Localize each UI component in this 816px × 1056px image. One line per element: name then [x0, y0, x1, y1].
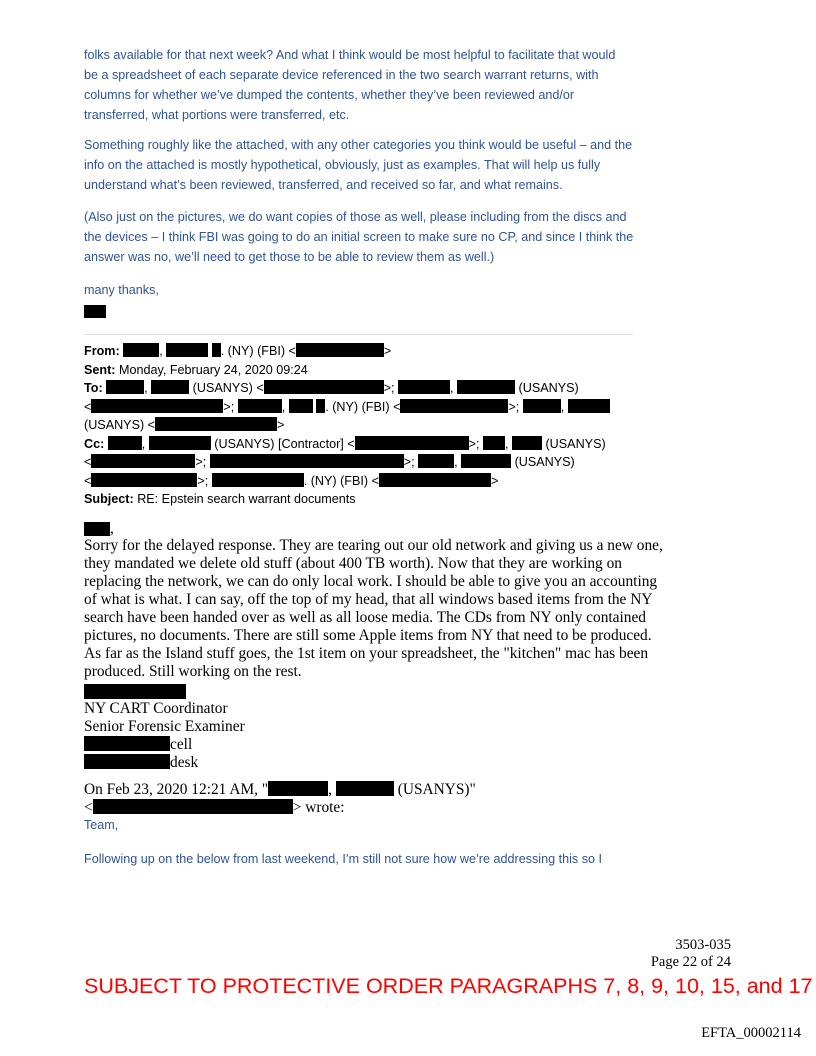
text-line: produced. Still working on the rest.	[84, 663, 302, 680]
quoted-intro	[84, 781, 724, 817]
quoted-header-line: < > wrote:	[84, 799, 345, 816]
text-line: understand what’s been reviewed, transferred, and received so far, and what remains.	[84, 178, 563, 192]
redaction-block	[238, 399, 282, 413]
quoted-header-line: On Feb 23, 2020 12:21 AM, " , (USANYS)"	[84, 781, 476, 798]
protective-order-notice: SUBJECT TO PROTECTIVE ORDER PARAGRAPHS 7, 8, 9, 10, 15, and 17	[84, 974, 813, 998]
redaction-block	[457, 380, 515, 394]
text-line: columns for whether we’ve dumped the contents, whether they’ve been reviewed and/or	[84, 88, 575, 102]
quoted-greeting: Team,	[84, 818, 119, 832]
redaction-block	[418, 454, 454, 468]
cc-label: Cc:	[84, 436, 105, 451]
redaction-block	[523, 399, 561, 413]
redaction-block	[155, 417, 277, 431]
redaction-block	[84, 754, 170, 769]
redaction-block	[398, 380, 450, 394]
redaction-block	[151, 380, 189, 394]
cc-line-cont: < >; . (NY) (FBI) < >	[84, 473, 499, 488]
redaction-block	[296, 343, 384, 357]
intro-paragraph-1	[84, 45, 684, 125]
redaction-block	[512, 436, 542, 450]
signature	[84, 700, 245, 772]
quoted-wrote: > wrote:	[292, 799, 345, 816]
text-line: answer was no, we’ll need to get those to be able to review them as well.)	[84, 250, 495, 264]
subject-line	[84, 490, 644, 509]
redaction-block	[149, 436, 211, 450]
subject-value: RE: Epstein search warrant documents	[137, 492, 356, 506]
from-text: . (NY) (FBI) <	[220, 344, 296, 358]
page-number: Page 22 of 24	[650, 954, 731, 970]
redaction-block	[91, 454, 195, 468]
redaction-block	[91, 473, 197, 487]
redaction-block	[93, 799, 293, 814]
redaction-block	[355, 436, 469, 450]
phone-label: cell	[170, 736, 193, 753]
sent-date: Monday, February 24, 2020 09:24	[118, 362, 308, 377]
divider	[84, 334, 633, 335]
text-line: they mandated we delete old stuff (about 400 TB worth). Now that they are working on	[84, 555, 622, 572]
email-header	[84, 342, 644, 509]
sent-line	[84, 361, 644, 380]
redaction-block	[123, 343, 159, 357]
redaction-block	[210, 454, 404, 468]
redaction-block	[108, 436, 142, 450]
redaction-block	[316, 399, 325, 413]
redaction-block	[268, 781, 328, 796]
intro-paragraph-3	[84, 207, 684, 267]
redaction-block	[336, 781, 394, 796]
text-line: the devices – I think FBI was going to do an initial screen to make sure no CP, and since I think the	[84, 230, 634, 244]
redaction-block	[84, 522, 110, 536]
text-line: of what is what. I can say, off the top of my head, that all windows based items from the NY	[84, 591, 653, 608]
signature-role: Senior Forensic Examiner	[84, 718, 245, 735]
bates-number: EFTA_00002114	[701, 1025, 801, 1041]
phone-label: desk	[170, 754, 199, 771]
page-info	[651, 937, 731, 971]
from-label: From:	[84, 344, 120, 358]
quoted-org: (USANYS)"	[397, 781, 476, 798]
redaction-block	[264, 380, 384, 394]
quoted-text: Following up on the below from last weekend, I’m still not sure how we’re addressing this so I	[84, 852, 602, 866]
redaction-block	[212, 473, 304, 487]
redaction-block	[379, 473, 491, 487]
text-line: replacing the network, we can do only local work. I should be able to give you an accounting	[84, 573, 658, 590]
text-line: transferred, what portions were transferred, etc.	[84, 108, 350, 122]
from-line: From: , . (NY) (FBI) < >	[84, 344, 392, 358]
cc-line-cont: < >; >; , (USANYS)	[84, 455, 575, 469]
redaction-block	[84, 736, 170, 751]
text-line: pictures, no documents. There are still some Apple items from NY that need to be produced.	[84, 627, 652, 644]
redaction-block	[212, 343, 221, 357]
redaction-block	[91, 399, 223, 413]
quoted-date: On Feb 23, 2020 12:21 AM, "	[84, 781, 269, 798]
text-line: Sorry for the delayed response. They are tearing out our old network and giving us a new one,	[84, 537, 663, 554]
phone-line	[84, 736, 245, 754]
redaction-block	[106, 380, 144, 394]
redaction-block	[84, 305, 106, 318]
comma: ,	[110, 520, 114, 537]
to-line: To: , (USANYS) < >; , (USANYS)	[84, 381, 579, 395]
closing-thanks: many thanks,	[84, 283, 159, 297]
text-line: info on the attached is mostly hypothetical, obviously, just as examples. That will help us fully	[84, 158, 601, 172]
text-line: Something roughly like the attached, with any other categories you think would be useful – and the	[84, 138, 633, 152]
redaction-block	[461, 454, 511, 468]
redaction-block	[568, 399, 610, 413]
to-label: To:	[84, 381, 103, 395]
sent-label: Sent:	[84, 362, 116, 377]
text-line: search have been handed over as well as all loose media. The CDs from NY only contained	[84, 609, 647, 626]
signature-role: NY CART Coordinator	[84, 700, 228, 717]
redaction-block	[166, 343, 208, 357]
to-line-cont: (USANYS) < >	[84, 418, 285, 432]
document-number: 3503-035	[675, 937, 731, 953]
text-line: As far as the Island stuff goes, the 1st item on your spreadsheet, the "kitchen" mac has been	[84, 645, 649, 662]
redaction-block	[483, 436, 505, 450]
to-line-cont: < >; , . (NY) (FBI) < >; ,	[84, 398, 644, 417]
cc-line: Cc: , (USANYS) [Contractor] < >; , (USANYS)	[84, 436, 606, 451]
text-line: (Also just on the pictures, we do want copies of those as well, please including from the discs and	[84, 210, 627, 224]
text-line: folks available for that next week? And what I think would be most helpful to facilitate that would	[84, 48, 616, 62]
reply-body	[84, 537, 724, 681]
phone-line	[84, 754, 245, 772]
subject-label: Subject:	[84, 492, 134, 506]
redaction-block	[84, 684, 186, 699]
redaction-block	[289, 399, 313, 413]
redaction-block	[400, 399, 508, 413]
text-line: be a spreadsheet of each separate device referenced in the two search warrant returns, with	[84, 68, 599, 82]
intro-paragraph-2	[84, 135, 684, 195]
